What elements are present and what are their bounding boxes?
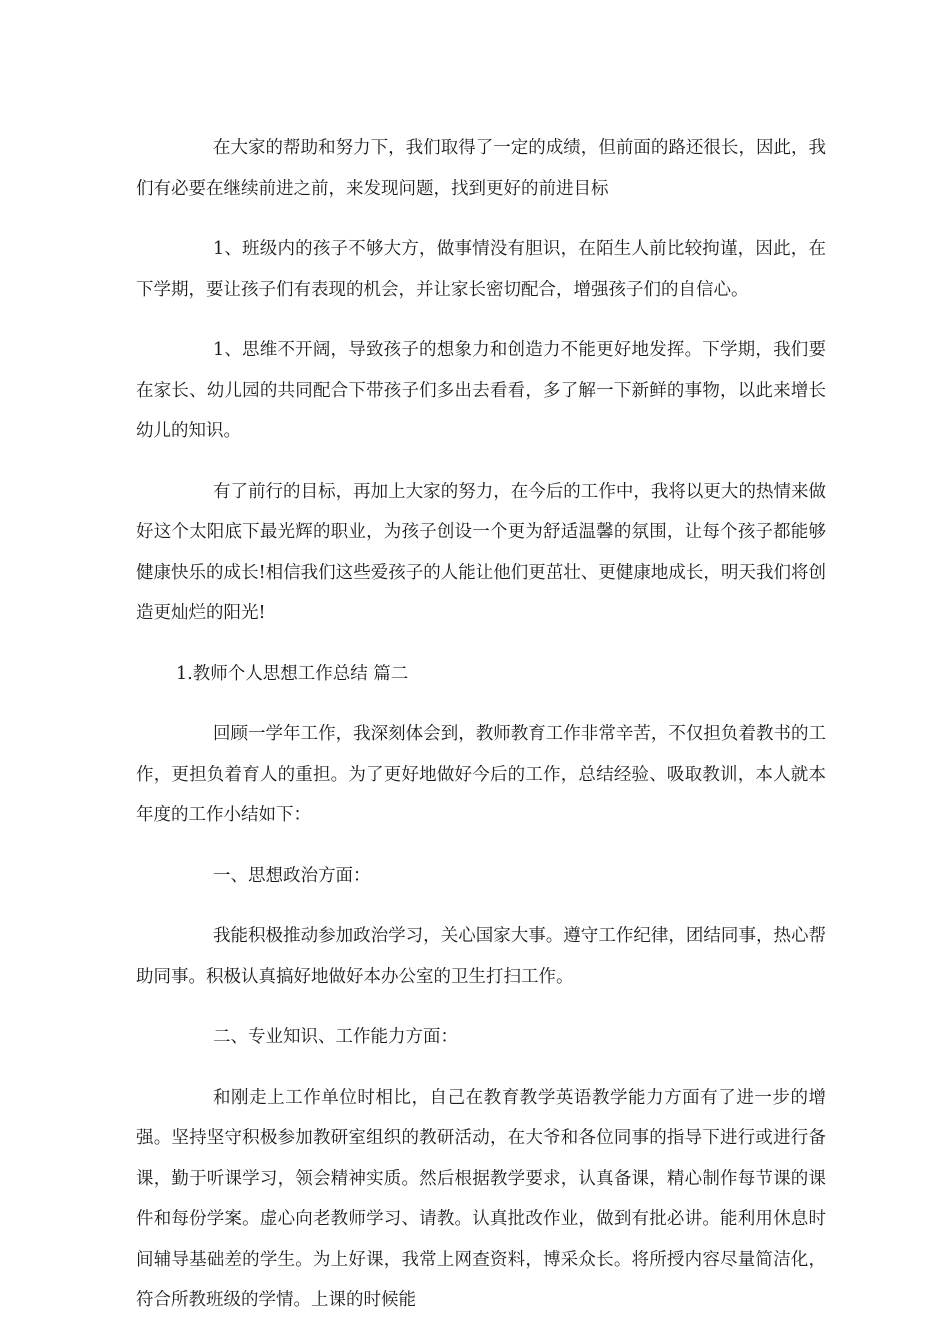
- paragraph: 我能积极推动参加政治学习，关心国家大事。遵守工作纪律，团结同事，热心帮助同事。积极认真搞好地做好本办公室的卫生打扫工作。: [136, 926, 826, 987]
- paragraph: 1、思维不开阔，导致孩子的想象力和创造力不能更好地发挥。下学期，我们要在家长、幼儿园的共同配合下带孩子们多出去看看，多了解一下新鲜的事物，以此来增长幼儿的知识。: [136, 340, 826, 441]
- paragraph: 有了前行的目标，再加上大家的努力，在今后的工作中，我将以更大的热情来做好这个太阳底下最光辉的职业，为孩子创设一个更为舒适温馨的氛围，让每个孩子都能够健康快乐的成长!相信我们这些爱孩子的人能让他们更茁壮、更健康地成长，明天我们将创造更灿烂的阳光!: [136, 481, 826, 623]
- paragraph: 回顾一学年工作，我深刻体会到，教师教育工作非常辛苦，不仅担负着教书的工作，更担负着育人的重担。为了更好地做好今后的工作，总结经验、吸取教训，本人就本年度的工作小结如下：: [136, 724, 826, 825]
- paragraph: 在大家的帮助和努力下，我们取得了一定的成绩，但前面的路还很长，因此，我们有必要在继续前进之前，来发现问题，找到更好的前进目标: [136, 138, 826, 199]
- paragraph: 1、班级内的孩子不够大方，做事情没有胆识，在陌生人前比较拘谨，因此，在下学期，要让孩子们有表现的机会，并让家长密切配合，增强孩子们的自信心。: [136, 239, 826, 300]
- subheading: 一、思想政治方面：: [213, 865, 371, 886]
- section-heading: 1.教师个人思想工作总结 篇二: [176, 663, 409, 684]
- subheading: 二、专业知识、工作能力方面：: [213, 1027, 458, 1047]
- paragraph: 和刚走上工作单位时相比，自己在教育教学英语教学能力方面有了进一步的增强。坚持坚守积极参加教研室组织的教研活动，在大爷和各位同事的指导下进行或进行备课，勤于听课学习，领会精神实质。然后根据教学要求，认真备课，精心制作每节课的课件和每份学案。虚心向老教师学习、请教。认真批改作业，做到有批必讲。能利用休息时间辅导基础差的学生。为上好课，我常上网查资料，博采众长。将所授内容尽量简洁化，符合所教班级的学情。上课的时候能: [136, 1087, 826, 1310]
- document-body: [136, 128, 826, 1341]
